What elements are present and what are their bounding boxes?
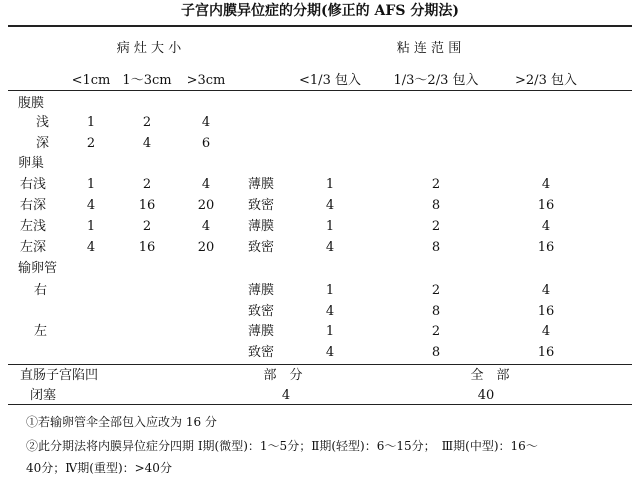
table-title: 子宫内膜异位症的分期(修正的 AFS 分期法) [181,3,459,19]
table-cell: 1 [325,283,335,298]
table-cell: 2 [431,219,441,234]
table-cell: 4 [541,219,551,234]
bottom-rule [8,404,632,405]
adhesion-type: 致密 [248,345,275,360]
adhesion-range-header: 粘 连 范 围 [396,41,462,56]
table-row-label: 右浅 [20,177,47,192]
adhesion-type: 致密 [248,240,275,255]
table-cell: 4 [325,345,335,360]
table-cell: 16 [537,345,555,360]
adhesion-type: 薄膜 [248,283,275,298]
col-header-gt-3cm: >3cm [186,73,226,88]
partial-label: 部 分 [263,368,303,383]
table-row-label: 深 [36,136,50,151]
table-cell: 16 [138,240,156,255]
col-header-1-3-to-2-3: 1/3～2/3 包入 [393,73,479,88]
col-header-gt-2-3: >2/3 包入 [515,73,577,88]
table-row-label: 左浅 [20,219,47,234]
header-rule [8,90,632,91]
table-cell: 4 [86,198,96,213]
table-cell: 4 [201,219,211,234]
table-cell: 4 [142,136,152,151]
table-cell: 4 [86,240,96,255]
table-cell: 2 [86,136,96,151]
table-cell: 4 [541,177,551,192]
table-cell: 4 [325,198,335,213]
partial-value: 4 [281,388,291,403]
note-2-line-1: ②此分期法将内膜异位症分四期 Ⅰ期(微型)：1～5分；Ⅱ期(轻型)：6～15分； Ⅲ期(中型)：16～ [26,439,538,453]
table-cell: 1 [325,324,335,339]
adhesion-type: 致密 [248,198,275,213]
adhesion-type: 薄膜 [248,324,275,339]
note-1: ①若输卵管伞全部包入应改为 16 分 [26,415,217,429]
table-cell: 1 [325,219,335,234]
complete-value: 40 [477,388,495,403]
table-cell: 16 [537,304,555,319]
table-cell: 16 [537,240,555,255]
adhesion-type: 薄膜 [248,219,275,234]
complete-label: 全 部 [470,368,510,383]
adhesion-type: 致密 [248,304,275,319]
peritoneum-label: 腹膜 [18,96,45,111]
table-cell: 2 [431,283,441,298]
table-cell: 8 [431,304,441,319]
table-cell: 4 [201,177,211,192]
closure-label: 闭塞 [30,388,57,403]
cul-de-sac-rule [8,364,632,365]
table-cell: 2 [142,219,152,234]
table-row-label: 右 [34,283,48,298]
table-cell: 4 [325,304,335,319]
table-cell: 1 [325,177,335,192]
lesion-size-header: 病 灶 大 小 [116,41,182,56]
col-header-lt-1-3: <1/3 包入 [299,73,361,88]
table-row-label: 右深 [20,198,47,213]
ovary-label: 卵巢 [18,156,45,171]
table-cell: 8 [431,240,441,255]
table-cell: 16 [138,198,156,213]
table-cell: 4 [201,115,211,130]
table-cell: 8 [431,345,441,360]
table-cell: 4 [325,240,335,255]
table-cell: 2 [431,177,441,192]
table-cell: 16 [537,198,555,213]
table-cell: 1 [86,177,96,192]
top-rule [8,25,632,27]
table-cell: 2 [142,177,152,192]
col-header-lt-1cm: <1cm [71,73,111,88]
table-cell: 1 [86,115,96,130]
col-header-1-3cm: 1～3cm [122,73,172,88]
table-cell: 2 [431,324,441,339]
table-cell: 2 [142,115,152,130]
note-2-line-2: 40分；Ⅳ期(重型)：>40分 [26,461,172,475]
table-cell: 20 [197,240,215,255]
cul-de-sac-label: 直肠子宫陷凹 [20,368,99,383]
adhesion-type: 薄膜 [248,177,275,192]
tube-label: 输卵管 [18,261,58,276]
table-row-label: 左 [34,324,48,339]
table-cell: 8 [431,198,441,213]
table-cell: 20 [197,198,215,213]
table-cell: 1 [86,219,96,234]
table-cell: 6 [201,136,211,151]
table-row-label: 浅 [36,115,50,130]
table-row-label: 左深 [20,240,47,255]
table-cell: 4 [541,324,551,339]
table-cell: 4 [541,283,551,298]
